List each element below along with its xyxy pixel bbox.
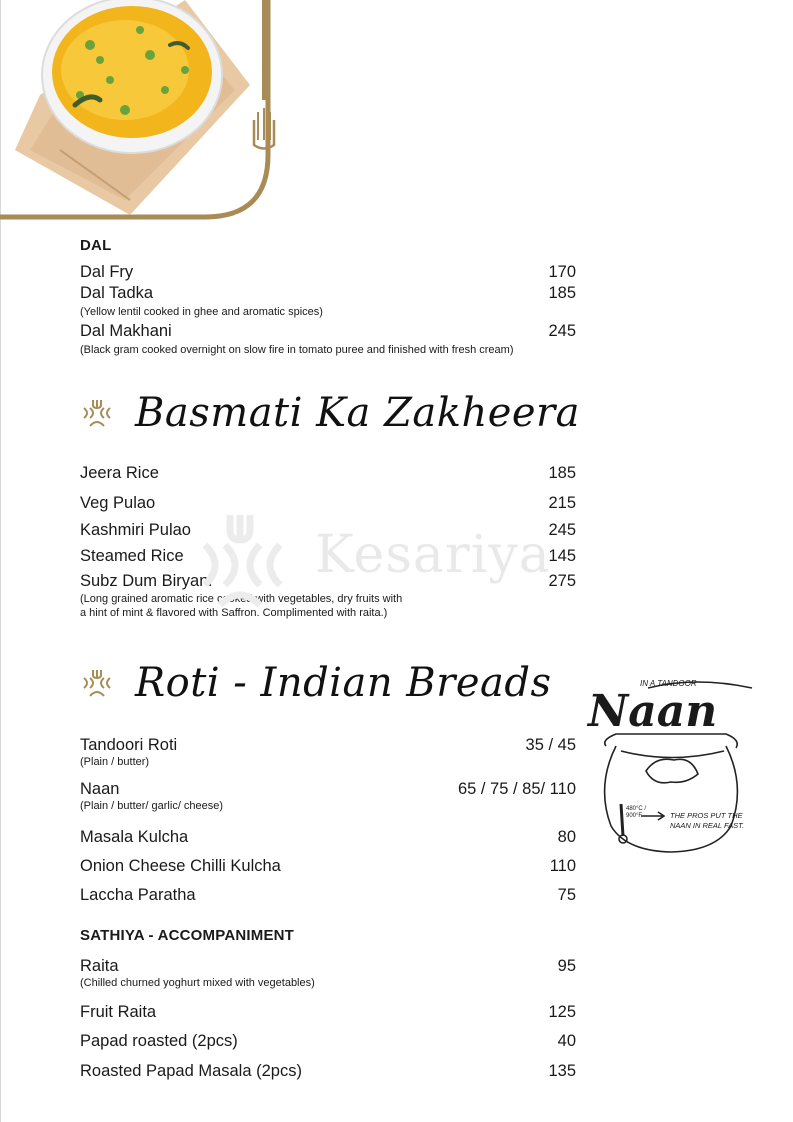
menu-item-description: (Yellow lentil cooked in ghee and aromatic spices) [80, 306, 323, 318]
kesariya-emblem-icon [80, 666, 114, 700]
menu-item-name: Papad roasted (2pcs) [80, 1032, 238, 1050]
menu-item-name: Dal Fry [80, 263, 134, 281]
menu-item-name: Veg Pulao [80, 494, 156, 512]
kesariya-watermark-text: Kesariya [315, 525, 551, 585]
menu-item-price: 245 [548, 521, 576, 539]
naan-temp-note: 480°C / 900°F [626, 806, 647, 819]
menu-item-price: 245 [548, 322, 576, 340]
kesariya-emblem-icon [80, 396, 114, 430]
menu-item-price: 35 / 45 [525, 736, 576, 754]
menu-item-description: (Black gram cooked overnight on slow fire in tomato puree and finished with fresh cream) [80, 344, 514, 356]
menu-item-description: (Chilled churned yoghurt mixed with vegetables) [80, 977, 315, 989]
menu-item-description: (Long grained aromatic rice cooked with vegetables, dry fruits with [80, 593, 403, 605]
menu-item-name: Steamed Rice [80, 547, 184, 565]
menu-item-description: (Plain / butter/ garlic/ cheese) [80, 800, 224, 812]
menu-item-name: Subz Dum Biryani [80, 572, 213, 590]
menu-item-name: Onion Cheese Chilli Kulcha [80, 857, 281, 875]
menu-item-description: (Plain / butter) [80, 756, 150, 768]
biryani-bowl-illustration [0, 0, 280, 222]
menu-item-price: 275 [548, 572, 576, 590]
menu-item-price: 135 [548, 1062, 576, 1080]
menu-item-name: Tandoori Roti [80, 736, 178, 754]
breads-section-title: Roti - Indian Breads [135, 660, 552, 706]
dal-section-title: DAL [80, 237, 112, 254]
menu-item-name: Roasted Papad Masala (2pcs) [80, 1062, 302, 1080]
menu-item-price: 110 [549, 857, 576, 875]
menu-item-name: Jeera Rice [80, 464, 159, 482]
menu-item-price: 170 [548, 263, 576, 281]
menu-item-price: 125 [548, 1003, 576, 1021]
menu-item-price: 40 [557, 1032, 576, 1050]
menu-item-price: 215 [548, 494, 576, 512]
menu-item-price: 185 [548, 464, 576, 482]
menu-item-price: 80 [557, 828, 576, 846]
menu-item-price: 75 [557, 886, 576, 904]
naan-tandoor-sketch [586, 676, 758, 860]
menu-item-name: Masala Kulcha [80, 828, 189, 846]
naan-sketch-title: Naan [588, 686, 718, 737]
naan-caption-top: IN A TANDOOR [640, 679, 697, 688]
menu-item-price: 185 [548, 284, 576, 302]
menu-item-price: 95 [557, 957, 576, 975]
menu-item-name: Raita [80, 957, 119, 975]
naan-caption-side: THE PROS PUT THE NAAN IN REAL FAST. [670, 811, 745, 830]
menu-item-name: Fruit Raita [80, 1003, 157, 1021]
menu-item-name: Naan [80, 780, 120, 798]
menu-item-price: 65 / 75 / 85/ 110 [457, 780, 576, 798]
rice-section-title: Basmati Ka Zakheera [135, 390, 581, 436]
menu-item-name: Dal Tadka [80, 284, 154, 302]
menu-item-name: Laccha Paratha [80, 886, 196, 904]
menu-item-name: Dal Makhani [80, 322, 172, 340]
menu-item-price: 145 [548, 547, 576, 565]
accompaniment-section-title: SATHIYA - ACCOMPANIMENT [80, 927, 295, 944]
menu-item-name: Kashmiri Pulao [80, 521, 191, 539]
menu-item-description: a hint of mint & flavored with Saffron. Complimented with raita.) [80, 607, 388, 619]
